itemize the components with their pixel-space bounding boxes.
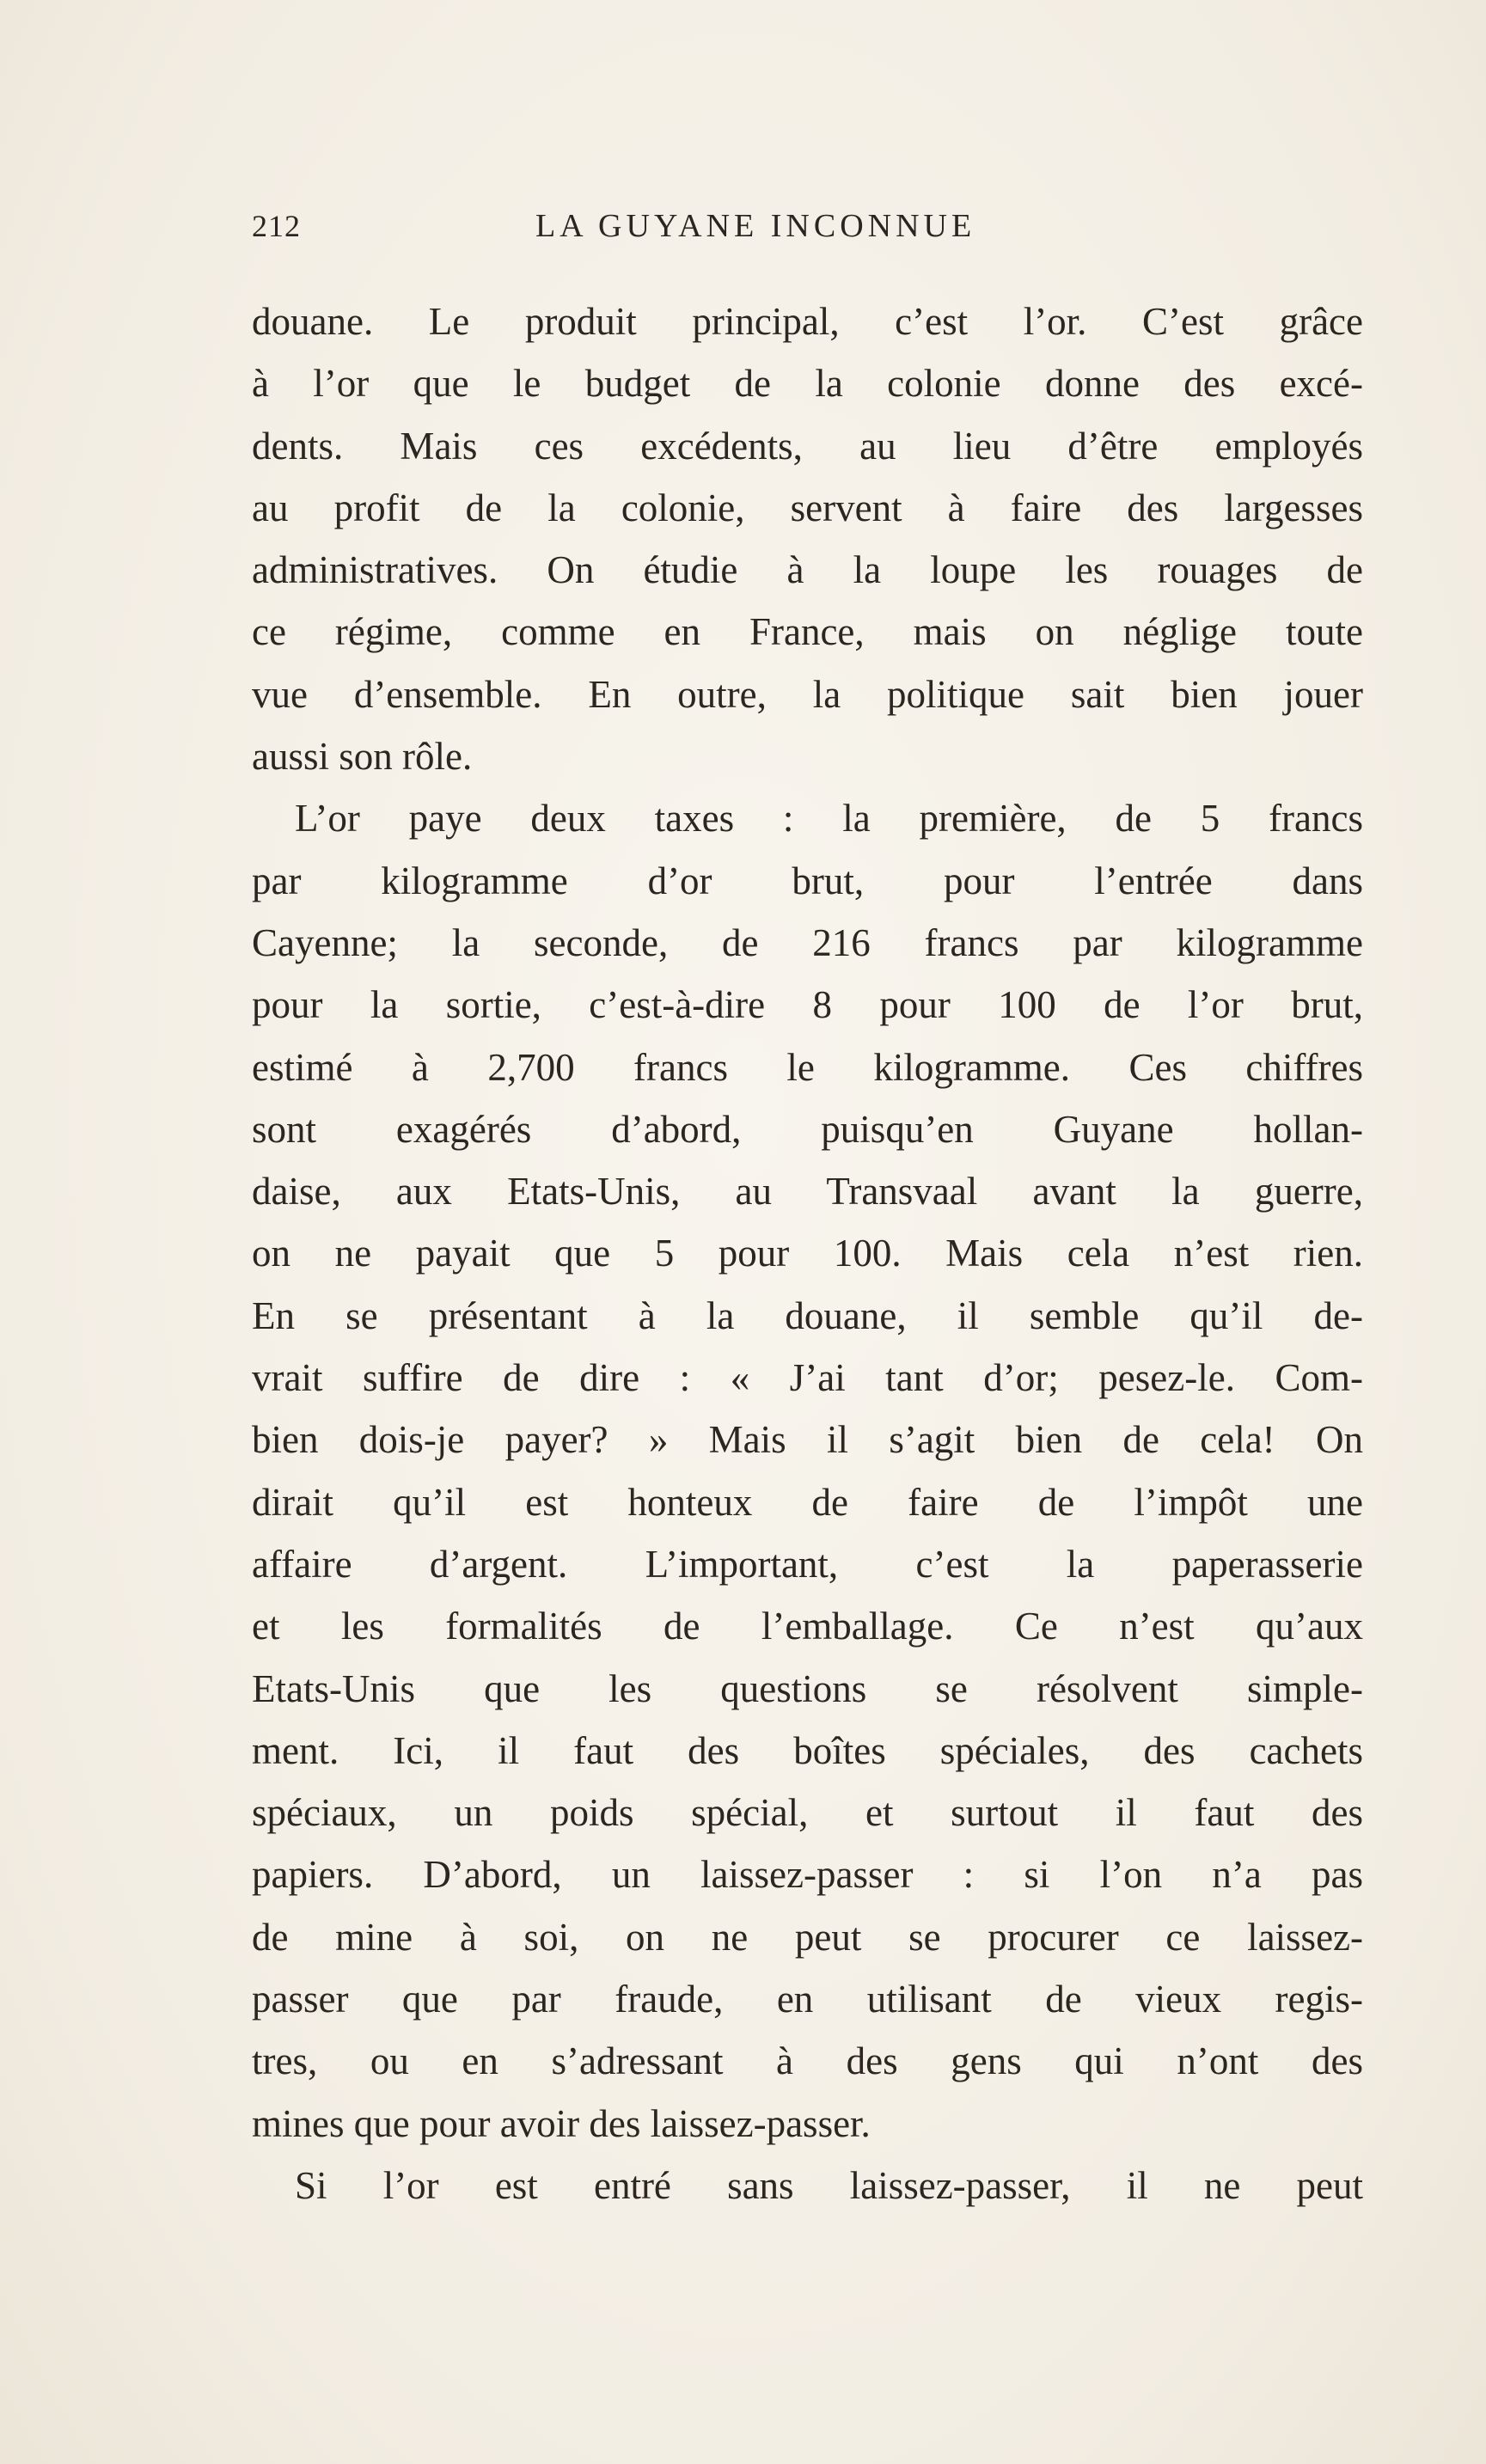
text-line: on ne payait que 5 pour 100. Mais cela n’est rien.	[252, 1232, 1363, 1275]
text-line: sont exagérés d’abord, puisqu’en Guyane hollan-	[252, 1107, 1363, 1151]
text-line: Si l’or est entré sans laissez-passer, il ne peut	[295, 2163, 1363, 2207]
text-line: tres, ou en s’adressant à des gens qui n’ont des	[252, 2039, 1363, 2083]
text-line: de mine à soi, on ne peut se procurer ce laissez-	[252, 1915, 1363, 1959]
text-line: Cayenne; la seconde, de 216 francs par kilogramme	[252, 920, 1363, 964]
text-line: douane. Le produit principal, c’est l’or. C’est grâce	[252, 300, 1363, 343]
text-line: papiers. D’abord, un laissez-passer : si l’on n’a pas	[252, 1853, 1363, 1897]
text-line: vrait suffire de dire : « J’ai tant d’or; pesez-le. Com-	[252, 1356, 1363, 1400]
text-line: à l’or que le budget de la colonie donne des excé-	[252, 362, 1363, 406]
text-line: En se présentant à la douane, il semble qu’il de-	[252, 1293, 1363, 1337]
text-line: dents. Mais ces excédents, au lieu d’être employés	[252, 424, 1363, 468]
text-line: estimé à 2,700 francs le kilogramme. Ces chiffres	[252, 1045, 1363, 1089]
text-line: et les formalités de l’emballage. Ce n’est qu’aux	[252, 1605, 1363, 1648]
text-line: affaire d’argent. L’important, c’est la paperasserie	[252, 1542, 1363, 1586]
text-line: passer que par fraude, en utilisant de vieux regis-	[252, 1978, 1363, 2021]
text-line: pour la sortie, c’est-à-dire 8 pour 100 de l’or brut,	[252, 983, 1363, 1027]
text-line: Etats-Unis que les questions se résolvent simple-	[252, 1666, 1363, 1710]
text-line: au profit de la colonie, servent à faire des largesses	[252, 486, 1363, 529]
body-text	[252, 290, 1363, 2216]
text-line: aussi son rôle.	[252, 735, 473, 779]
text-line: ment. Ici, il faut des boîtes spéciales, des cachets	[252, 1728, 1363, 1772]
running-title: LA GUYANE INCONNUE	[535, 208, 976, 244]
text-line: bien dois-je payer? » Mais il s’agit bien de cela! On	[252, 1418, 1363, 1462]
page-header	[252, 205, 1363, 248]
text-line: mines que pour avoir des laissez-passer.	[252, 2101, 871, 2145]
text-line: administratives. On étudie à la loupe les rouages de	[252, 548, 1363, 592]
text-line: par kilogramme d’or brut, pour l’entrée dans	[252, 859, 1363, 902]
text-line: dirait qu’il est honteux de faire de l’impôt une	[252, 1480, 1363, 1524]
text-line: ce régime, comme en France, mais on néglige toute	[252, 610, 1363, 654]
text-line: L’or paye deux taxes : la première, de 5 francs	[295, 797, 1363, 841]
text-line: vue d’ensemble. En outre, la politique sait bien jouer	[252, 672, 1363, 716]
page-number: 212	[252, 209, 301, 243]
text-line: daise, aux Etats-Unis, au Transvaal avant la guerre,	[252, 1170, 1363, 1214]
text-line: spéciaux, un poids spécial, et surtout il faut des	[252, 1791, 1363, 1835]
